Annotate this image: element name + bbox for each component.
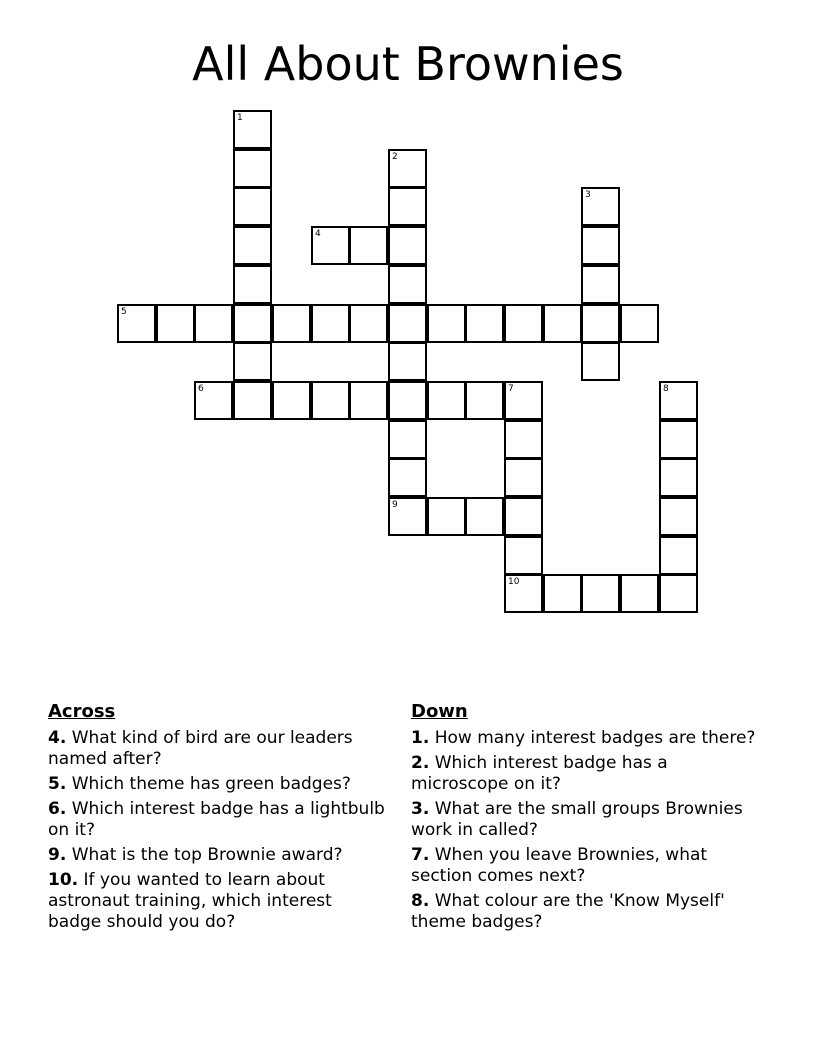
grid-cell[interactable]: [311, 381, 350, 420]
grid-cell[interactable]: [388, 226, 427, 265]
clue-across-4: [48, 728, 388, 770]
grid-cell[interactable]: [194, 304, 233, 343]
grid-cell[interactable]: [543, 574, 582, 613]
grid-cell[interactable]: [581, 574, 620, 613]
grid-cell[interactable]: [388, 381, 427, 420]
grid-cell[interactable]: [465, 381, 504, 420]
across-clues: [48, 700, 388, 937]
cell-number: 4: [315, 229, 321, 239]
grid-cell[interactable]: [659, 536, 698, 575]
grid-cell[interactable]: [504, 574, 543, 613]
clue-text: When you leave Brownies, what section comes next?: [411, 845, 708, 886]
grid-cell[interactable]: [388, 304, 427, 343]
clue-text: What is the top Brownie award?: [66, 845, 343, 865]
clue-number: 5.: [48, 774, 67, 794]
grid-cell[interactable]: [388, 149, 427, 188]
clue-number: 10.: [48, 870, 79, 890]
grid-cell[interactable]: [659, 574, 698, 613]
cell-number: 3: [585, 190, 591, 200]
grid-cell[interactable]: [504, 458, 543, 497]
grid-cell[interactable]: [388, 497, 427, 536]
clue-number: 4.: [48, 728, 67, 748]
cell-number: 10: [508, 577, 520, 587]
grid-cell[interactable]: [427, 381, 466, 420]
grid-cell[interactable]: [272, 381, 311, 420]
grid-cell[interactable]: [233, 342, 272, 381]
grid-cell[interactable]: [465, 304, 504, 343]
grid-cell[interactable]: [388, 187, 427, 226]
grid-cell[interactable]: [659, 458, 698, 497]
grid-cell[interactable]: [659, 381, 698, 420]
cell-number: 2: [392, 152, 398, 162]
clue-down-2: [411, 753, 756, 795]
grid-cell[interactable]: [620, 574, 659, 613]
clue-across-9: [48, 845, 388, 866]
across-heading: Across: [48, 701, 116, 722]
grid-cell[interactable]: [117, 304, 156, 343]
cell-number: 9: [392, 500, 398, 510]
clue-across-5: [48, 774, 388, 795]
clue-text: Which interest badge has a lightbulb on it?: [48, 799, 385, 840]
clue-across-10: [48, 870, 388, 933]
grid-cell[interactable]: [349, 226, 388, 265]
grid-cell[interactable]: [659, 497, 698, 536]
clue-down-8: [411, 891, 756, 933]
grid-cell[interactable]: [504, 420, 543, 459]
grid-cell[interactable]: [388, 458, 427, 497]
grid-cell[interactable]: [581, 226, 620, 265]
clue-number: 6.: [48, 799, 67, 819]
clue-number: 1.: [411, 728, 430, 748]
clue-text: How many interest badges are there?: [429, 728, 756, 748]
grid-cell[interactable]: [581, 265, 620, 304]
clue-number: 9.: [48, 845, 67, 865]
grid-cell[interactable]: [233, 110, 272, 149]
grid-cell[interactable]: [427, 304, 466, 343]
clue-text: Which theme has green badges?: [66, 774, 351, 794]
grid-cell[interactable]: [233, 304, 272, 343]
clue-down-3: [411, 799, 756, 841]
grid-cell[interactable]: [233, 226, 272, 265]
cell-number: 8: [663, 384, 669, 394]
grid-cell[interactable]: [504, 381, 543, 420]
grid-cell[interactable]: [349, 304, 388, 343]
clue-down-7: [411, 845, 756, 887]
grid-cell[interactable]: [543, 304, 582, 343]
grid-cell[interactable]: [349, 381, 388, 420]
grid-cell[interactable]: [427, 497, 466, 536]
cell-number: 7: [508, 384, 514, 394]
grid-cell[interactable]: [311, 304, 350, 343]
clue-text: What are the small groups Brownies work in called?: [411, 799, 743, 840]
grid-cell[interactable]: [504, 536, 543, 575]
cell-number: 1: [237, 113, 243, 123]
grid-cell[interactable]: [388, 420, 427, 459]
grid-cell[interactable]: [465, 497, 504, 536]
clue-text: What kind of bird are our leaders named after?: [48, 728, 353, 769]
clue-across-6: [48, 799, 388, 841]
grid-cell[interactable]: [620, 304, 659, 343]
grid-cell[interactable]: [388, 265, 427, 304]
clue-text: What colour are the 'Know Myself' theme badges?: [411, 891, 725, 932]
grid-cell[interactable]: [581, 304, 620, 343]
grid-cell[interactable]: [388, 342, 427, 381]
clue-number: 8.: [411, 891, 430, 911]
grid-cell[interactable]: [194, 381, 233, 420]
clue-number: 3.: [411, 799, 430, 819]
clue-down-1: [411, 728, 756, 749]
down-clues: [411, 700, 756, 937]
grid-cell[interactable]: [233, 265, 272, 304]
grid-cell[interactable]: [659, 420, 698, 459]
grid-cell[interactable]: [504, 304, 543, 343]
clue-text: If you wanted to learn about astronaut training, which interest badge should you do?: [48, 870, 332, 932]
grid-cell[interactable]: [581, 342, 620, 381]
grid-cell[interactable]: [311, 226, 350, 265]
cell-number: 5: [121, 307, 127, 317]
grid-cell[interactable]: [156, 304, 195, 343]
clue-number: 7.: [411, 845, 430, 865]
grid-cell[interactable]: [504, 497, 543, 536]
grid-cell[interactable]: [581, 187, 620, 226]
grid-cell[interactable]: [272, 304, 311, 343]
clue-text: Which interest badge has a microscope on it?: [411, 753, 668, 794]
down-heading: Down: [411, 701, 468, 722]
grid-cell[interactable]: [233, 187, 272, 226]
cell-number: 6: [198, 384, 204, 394]
page-title: All About Brownies: [192, 37, 624, 91]
clue-number: 2.: [411, 753, 430, 773]
grid-cell[interactable]: [233, 149, 272, 188]
grid-cell[interactable]: [233, 381, 272, 420]
